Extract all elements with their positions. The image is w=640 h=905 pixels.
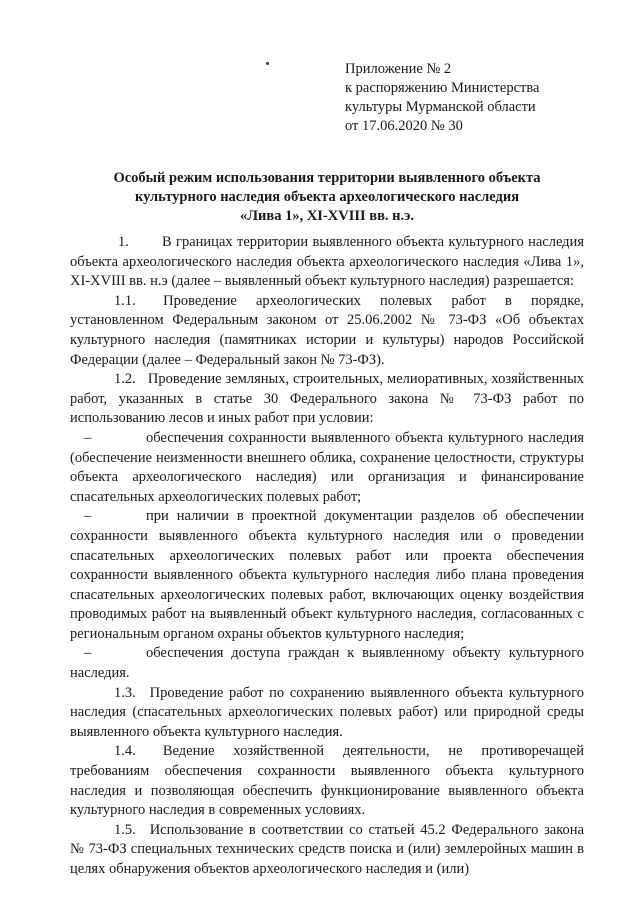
paragraph-1-text: В границах территории выявленного объекта культурного наследия объекта археологического наследия объекта археологического наследия «Лива 1», XI-XVIII вв. н.э (далее – выявленный объект культурного наследия) разрешается: [70,234,584,290]
condition-item-3-dash: – [84,645,92,662]
paragraph-1-1 [70,292,584,370]
condition-item-2 [70,507,584,644]
title-line-1: Особый режим использования территории выявленного объекта [113,170,541,186]
condition-item-3 [70,644,584,683]
appendix-ref-line: к распоряжению Министерства [345,80,540,96]
paragraph-1 [70,233,584,292]
paragraph-1-3-number: 1.3. [114,684,136,701]
paragraph-1-4-text: Ведение хозяйственной деятельности, не противоречащей требованиям обеспечения сохранности выявленного объекта культурного наследия и позволяющая обеспечить функционирование выявленного объекта культурного наследия в современных условиях. [70,743,584,819]
condition-item-2-text: при наличии в проектной документации разделов об обеспечении сохранности выявленного объекта культурного наследия или о проведении спасательных археологических полевых работ или проекта обеспечения сохранности выявленного объекта культурного наследия либо плана проведения спасательных археологических полевых работ, включающих оценку воздействия проводимых работ на выявленный объект культурного наследия, согласованных с региональным органом охраны объектов культурного наследия; [70,508,584,642]
condition-item-1-dash: – [84,429,92,446]
paragraph-1-1-number: 1.1. [114,292,136,309]
condition-item-1-text: обеспечения сохранности выявленного объекта культурного наследия (обеспечение неизменности внешнего облика, сохранение целостности, структуры объекта археологического наследия) или организация и финансирование спасательных археологических полевых работ; [70,429,584,505]
paragraph-1-2 [70,370,584,429]
condition-item-3-text: обеспечения доступа граждан к выявленному объекту культурного наследия. [70,645,584,682]
paragraph-1-3 [70,684,584,743]
appendix-number: Приложение № 2 [345,61,452,77]
paragraph-1-2-text: Проведение земляных, строительных, мелиоративных, хозяйственных работ, указанных в статье 30 Федерального закона № 73-ФЗ работ по использованию лесов и иных работ при условии: [70,371,584,427]
paragraph-1-1-text: Проведение археологических полевых работ в порядке, установленном Федеральным законом от 25.06.2002 № 73-ФЗ «Об объектах культурного наследия (памятниках истории и культуры) народов Российской Федерации (далее – Федеральный закон № 73-ФЗ). [70,292,584,368]
paragraph-1-5-text: Использование в соответствии со статьей 45.2 Федерального закона № 73-ФЗ специальных технических средств поиска и (или) землеройных машин в целях обнаружения объектов археологического наследия и (или) [70,821,585,877]
paragraph-1-5-number: 1.5. [114,821,136,838]
condition-item-1 [70,429,584,507]
document-title [70,169,584,226]
title-line-2: культурного наследия объекта археологического наследия [134,189,520,205]
title-line-3: «Лива 1», XI-XVIII вв. н.э. [239,208,415,224]
paragraph-1-2-number: 1.2. [114,371,136,388]
paragraph-1-4-number: 1.4. [114,743,136,760]
paragraph-1-4 [70,742,584,820]
scan-dot-mark [266,62,269,65]
document-body [70,233,584,880]
appendix-header [345,60,605,136]
appendix-date-line: от 17.06.2020 № 30 [345,118,463,134]
paragraph-1-5 [70,821,584,880]
appendix-ministry-line: культуры Мурманской области [345,99,536,115]
paragraph-1-3-text: Проведение работ по сохранению выявленного объекта культурного наследия (спасательных археологических полевых работ) или природной среды выявленного объекта культурного наследия. [70,684,584,740]
paragraph-1-number: 1. [118,234,129,250]
condition-item-2-dash: – [84,508,92,525]
